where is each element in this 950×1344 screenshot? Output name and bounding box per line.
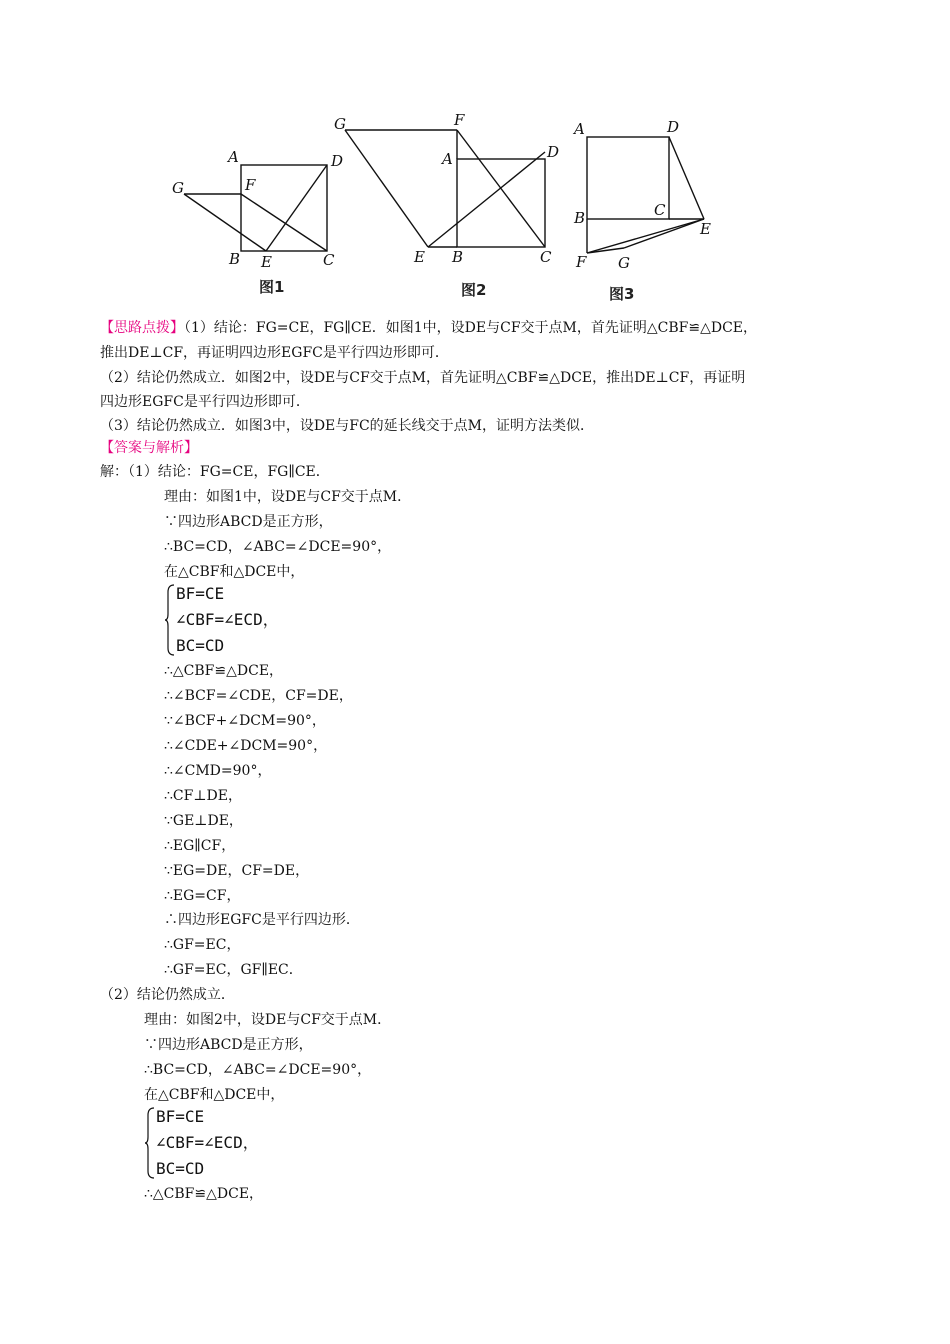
fig2-point-d: D bbox=[547, 143, 560, 161]
figure-3-label: 图3 bbox=[609, 285, 635, 303]
figures-area bbox=[160, 108, 720, 308]
fig3-segment-de bbox=[669, 137, 704, 219]
left-brace-icon bbox=[144, 1107, 156, 1179]
answer-line: ∴△CBF≌△DCE， bbox=[144, 1186, 264, 1202]
system-1-eq-1: BF=CE bbox=[176, 584, 225, 603]
hint-tag: 【思路点拨】 bbox=[100, 320, 184, 336]
answer-tag: 【答案与解析】 bbox=[100, 440, 198, 456]
answer-line: ∵∠BCF+∠DCM=90°， bbox=[164, 713, 326, 729]
answer-line: 理由：如图2中，设DE与CF交于点M． bbox=[144, 1012, 392, 1028]
fig3-point-g: G bbox=[618, 254, 630, 272]
answer-line: ∵GE⊥DE， bbox=[164, 813, 243, 829]
fig1-segment-ed bbox=[266, 165, 327, 251]
answer-line: ∴BC=CD，∠ABC=∠DCE=90°， bbox=[164, 539, 392, 555]
figure-1-label: 图1 bbox=[259, 278, 285, 296]
fig3-point-c: C bbox=[654, 201, 666, 219]
fig3-point-e: E bbox=[700, 220, 711, 238]
left-brace-icon bbox=[164, 584, 176, 656]
answer-line: （2）结论仍然成立． bbox=[100, 987, 235, 1003]
fig3-segment-fe bbox=[587, 219, 704, 253]
answer-line: ∴∠CMD=90°， bbox=[164, 763, 272, 779]
fig1-point-d: D bbox=[331, 152, 344, 170]
fig3-segment-fg bbox=[587, 248, 624, 253]
fig2-point-c: C bbox=[540, 248, 552, 266]
answer-line: ∴四边形EGFC是平行四边形． bbox=[164, 912, 360, 928]
answer-line: ∴EG∥CF， bbox=[164, 838, 236, 854]
hint-p1-l2: 推出DE⊥CF，再证明四边形EGFC是平行四边形即可． bbox=[100, 345, 449, 361]
answer-line: ∴BC=CD，∠ABC=∠DCE=90°， bbox=[144, 1062, 372, 1078]
fig2-point-a: A bbox=[442, 150, 453, 168]
fig3-point-b: B bbox=[574, 209, 586, 227]
answer-line: 解：（1）结论：FG=CE，FG∥CE． bbox=[100, 464, 330, 480]
system-1-eq-3: BC=CD bbox=[176, 636, 225, 655]
fig1-point-f: F bbox=[245, 176, 256, 194]
answer-line: ∵EG=DE，CF=DE， bbox=[164, 863, 310, 879]
answer-line: ∴EG=CF， bbox=[164, 888, 241, 904]
answer-line: 在△CBF和△DCE中， bbox=[144, 1087, 285, 1103]
system-2-eq-2: ∠CBF=∠ECD， bbox=[156, 1133, 259, 1152]
hint-p2-l2: 四边形EGFC是平行四边形即可． bbox=[100, 394, 310, 410]
figure-2-drawing bbox=[345, 130, 545, 247]
equation-system-2 bbox=[144, 1107, 304, 1181]
answer-line: ∴∠CDE+∠DCM=90°， bbox=[164, 738, 328, 754]
system-2-eq-1: BF=CE bbox=[156, 1107, 205, 1126]
geometry-figures bbox=[160, 108, 720, 308]
hint-p1-l1: （1）结论：FG=CE，FG∥CE．如图1中，设DE与CF交于点M，首先证明△CBF≌△DCE， bbox=[184, 320, 758, 336]
fig1-point-g: G bbox=[172, 179, 184, 197]
fig3-point-d: D bbox=[667, 118, 680, 136]
fig2-point-e: E bbox=[414, 248, 425, 266]
fig2-segment-ge bbox=[345, 130, 428, 247]
fig3-segment-ge bbox=[624, 219, 704, 248]
fig3-point-a: A bbox=[574, 120, 585, 138]
answer-line: ∴∠BCF=∠CDE，CF=DE， bbox=[164, 688, 353, 704]
fig2-point-f: F bbox=[454, 111, 465, 129]
fig3-point-f: F bbox=[576, 253, 587, 271]
system-1-eq-2: ∠CBF=∠ECD， bbox=[176, 610, 279, 629]
answer-line: ∴△CBF≌△DCE， bbox=[164, 663, 284, 679]
figure-1-drawing bbox=[184, 165, 327, 251]
answer-line: ∴GF=EC，GF∥EC． bbox=[164, 962, 303, 978]
hint-p3: （3）结论仍然成立．如图3中，设DE与FC的延长线交于点M，证明方法类似． bbox=[100, 418, 595, 434]
system-2-eq-3: BC=CD bbox=[156, 1159, 205, 1178]
fig1-point-b: B bbox=[229, 250, 241, 268]
figure-3-drawing bbox=[587, 137, 704, 253]
answer-line: ∴GF=EC， bbox=[164, 937, 241, 953]
answer-line: 在△CBF和△DCE中， bbox=[164, 564, 305, 580]
fig2-point-b: B bbox=[452, 248, 464, 266]
hint-p2-l1: （2）结论仍然成立．如图2中，设DE与CF交于点M，首先证明△CBF≌△DCE，推出DE⊥CF，再证明 bbox=[100, 370, 746, 386]
hint-paragraph-1-line-1 bbox=[100, 318, 757, 338]
answer-line: ∴CF⊥DE， bbox=[164, 788, 242, 804]
fig1-point-a: A bbox=[228, 148, 239, 166]
fig1-point-c: C bbox=[323, 251, 335, 269]
equation-system-1 bbox=[164, 584, 324, 658]
fig2-point-g: G bbox=[334, 115, 346, 133]
fig1-point-e: E bbox=[261, 253, 272, 271]
figure-2-label: 图2 bbox=[461, 281, 487, 299]
answer-line: ∵四边形ABCD是正方形， bbox=[164, 514, 333, 530]
fig2-square bbox=[457, 159, 545, 247]
answer-line: 理由：如图1中，设DE与CF交于点M． bbox=[164, 489, 412, 505]
answer-line: ∵四边形ABCD是正方形， bbox=[144, 1037, 313, 1053]
